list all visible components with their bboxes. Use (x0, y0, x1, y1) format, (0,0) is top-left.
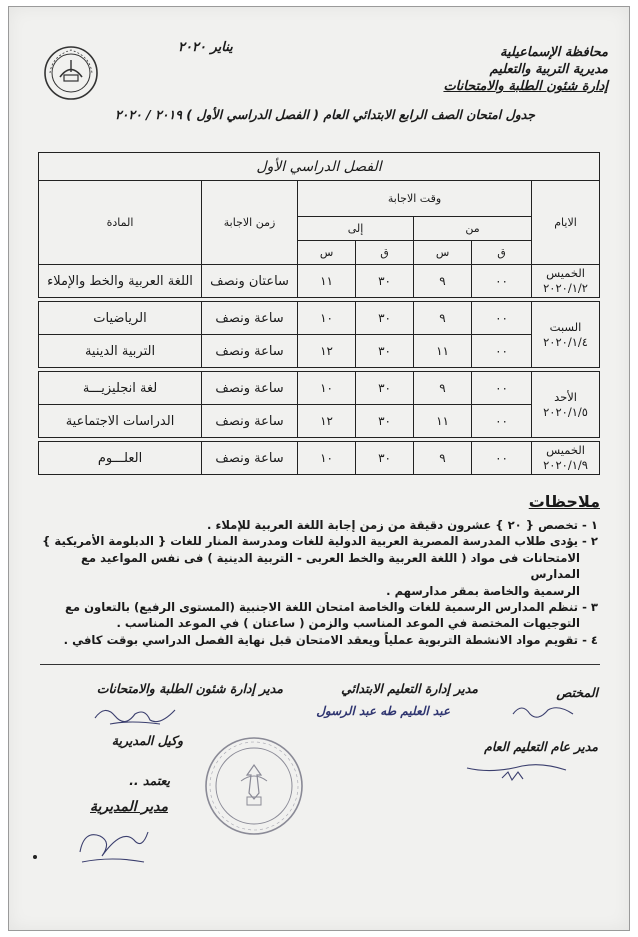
day-cell (532, 442, 600, 475)
note-item: الرسمية والخاصة بمقر مدارسهم . (386, 583, 580, 598)
from-minute-cell: ٠٠ (472, 302, 532, 335)
to-minute-cell: ٣٠ (356, 372, 414, 405)
table-row (39, 265, 600, 298)
col-from-min: ق (472, 241, 532, 265)
notes-title: ملاحظات (528, 492, 600, 511)
col-to-header: إلى (298, 217, 414, 241)
duration-cell: ساعة ونصف (202, 405, 298, 438)
day-date: ٢٠٢٠/١/٢ (543, 281, 588, 295)
note-item: ١ - تخصص { ٢٠ } عشرون دقيقة من زمن إجابة اللغة العربية للإملاء . (207, 518, 598, 532)
sig-director: مدير المديرية (90, 799, 168, 815)
semester-title: الفصل الدراسي الأول (39, 153, 600, 181)
subject-cell: العلـــوم (39, 442, 202, 475)
divider-line (40, 664, 600, 665)
from-hour-cell: ٩ (414, 265, 472, 298)
table-row (39, 372, 600, 405)
day-date: ٢٠٢٠/١/٤ (543, 334, 588, 349)
from-minute-cell: ٠٠ (472, 372, 532, 405)
to-minute-cell: ٣٠ (356, 302, 414, 335)
sig-approved: يعتمد .. (129, 773, 170, 788)
day-name: الأحد (554, 389, 577, 404)
sig-general-education: مدير عام التعليم العام (484, 739, 598, 754)
duration-cell: ساعة ونصف (202, 335, 298, 368)
note-item: ٤ - تقويم مواد الانشطة التربوية عملياً ويعقد الامتحان قبل نهاية الفصل الدراسي بوقت كافي . (63, 632, 598, 647)
day-cell (532, 302, 600, 368)
col-from-hour: س (414, 241, 472, 265)
handwritten-signature (508, 700, 578, 724)
from-hour-cell: ٩ (414, 302, 472, 335)
from-minute-cell: ٠٠ (472, 335, 532, 368)
from-minute-cell: ٠٠ (472, 265, 532, 298)
day-name: الخميس (546, 443, 585, 457)
col-subject-header: المادة (39, 181, 202, 265)
directorate-logo (42, 44, 100, 102)
to-minute-cell: ٣٠ (356, 442, 414, 475)
from-hour-cell: ١١ (414, 335, 472, 368)
duration-cell: ساعة ونصف (202, 442, 298, 475)
document-title: جدول امتحان الصف الرابع الابتدائي العام ( الفصل الدراسي الأول ) ٢٠١٩ / ٢٠٢٠ (114, 107, 536, 122)
governorate-line: محافظة الإسماعيلية (500, 45, 608, 60)
sig-student-affairs: مدير إدارة شئون الطلبة والامتحانات (96, 681, 283, 696)
duration-cell: ساعة ونصف (202, 372, 298, 405)
schedule-body (39, 265, 600, 475)
to-hour-cell: ١٠ (298, 442, 356, 475)
col-to-min: ق (356, 241, 414, 265)
from-hour-cell: ٩ (414, 442, 472, 475)
handwritten-name: عبد العليم طه عبد الرسول (316, 704, 450, 718)
to-minute-cell: ٣٠ (356, 335, 414, 368)
handwritten-signature (90, 700, 180, 730)
table-row (39, 442, 600, 475)
department-line: إدارة شئون الطلبة والامتحانات (443, 79, 608, 94)
note-item: الامتحانات فى مواد ( اللغة العربية والخط العربى - التربية الدينية ) فى نفس المواعيد مع المدارس (81, 550, 580, 582)
to-minute-cell: ٣٠ (356, 265, 414, 298)
from-minute-cell: ٠٠ (472, 442, 532, 475)
handwritten-signature (72, 822, 152, 866)
note-item: ٣ - تنظم المدارس الرسمية للغات والخاصة امتحان اللغة الاجنبية (المستوى الرفيع) بالتعاون مع (65, 600, 598, 615)
to-hour-cell: ١١ (298, 265, 356, 298)
to-hour-cell: ١٠ (298, 302, 356, 335)
note-item: التوجيهات المختصة في الموعد المناسب والزمن ( ساعتان ) في الموعد المناسب . (116, 616, 580, 631)
subject-cell: الدراسات الاجتماعية (39, 405, 202, 438)
day-cell (532, 372, 600, 438)
from-hour-cell: ١١ (414, 405, 472, 438)
from-hour-cell: ٩ (414, 372, 472, 405)
duration-cell: ساعة ونصف (202, 302, 298, 335)
official-seal-stamp (203, 735, 305, 837)
table-row (39, 302, 600, 335)
col-duration-header: زمن الاجابة (202, 181, 298, 265)
table-row (39, 335, 600, 368)
note-item: ٢ - يؤدى طلاب المدرسة المصرية العربية الدولية للغات ومدرسة المنار للغات { الدبلومة الأمريكية } (42, 534, 598, 549)
to-minute-cell: ٣٠ (356, 405, 414, 438)
subject-cell: لغة انجليزيـــة (39, 372, 202, 405)
day-name: السبت (549, 319, 582, 334)
exam-schedule-table (38, 152, 600, 475)
to-hour-cell: ١٢ (298, 335, 356, 368)
day-date: ٢٠٢٠/١/٩ (543, 458, 588, 472)
day-name: الخميس (546, 266, 585, 280)
day-cell (532, 265, 600, 298)
notes-list (38, 517, 598, 648)
issue-date: يناير ٢٠٢٠ (178, 40, 233, 55)
directorate-line: مديرية التربية والتعليم (489, 62, 608, 77)
to-hour-cell: ١٠ (298, 372, 356, 405)
from-minute-cell: ٠٠ (472, 405, 532, 438)
col-to-hour: س (298, 241, 356, 265)
subject-cell: الرياضيات (39, 302, 202, 335)
table-row (39, 405, 600, 438)
duration-cell: ساعتان ونصف (202, 265, 298, 298)
col-answer-time-header: وقت الاجابة (298, 181, 532, 217)
handwritten-signature (462, 760, 572, 786)
ink-dot (33, 855, 37, 859)
day-date: ٢٠٢٠/١/٥ (543, 404, 588, 419)
col-days-header: الايام (532, 181, 600, 265)
subject-cell: التربية الدينية (39, 335, 202, 368)
sig-deputy: وكيل المديرية (111, 733, 183, 748)
col-from-header: من (414, 217, 532, 241)
to-hour-cell: ١٢ (298, 405, 356, 438)
header-block (443, 44, 608, 95)
subject-cell: اللغة العربية والخط والإملاء (39, 265, 202, 298)
sig-primary-manager: مدير إدارة التعليم الابتدائي (341, 681, 478, 696)
sig-specialist: المختص (556, 685, 598, 700)
